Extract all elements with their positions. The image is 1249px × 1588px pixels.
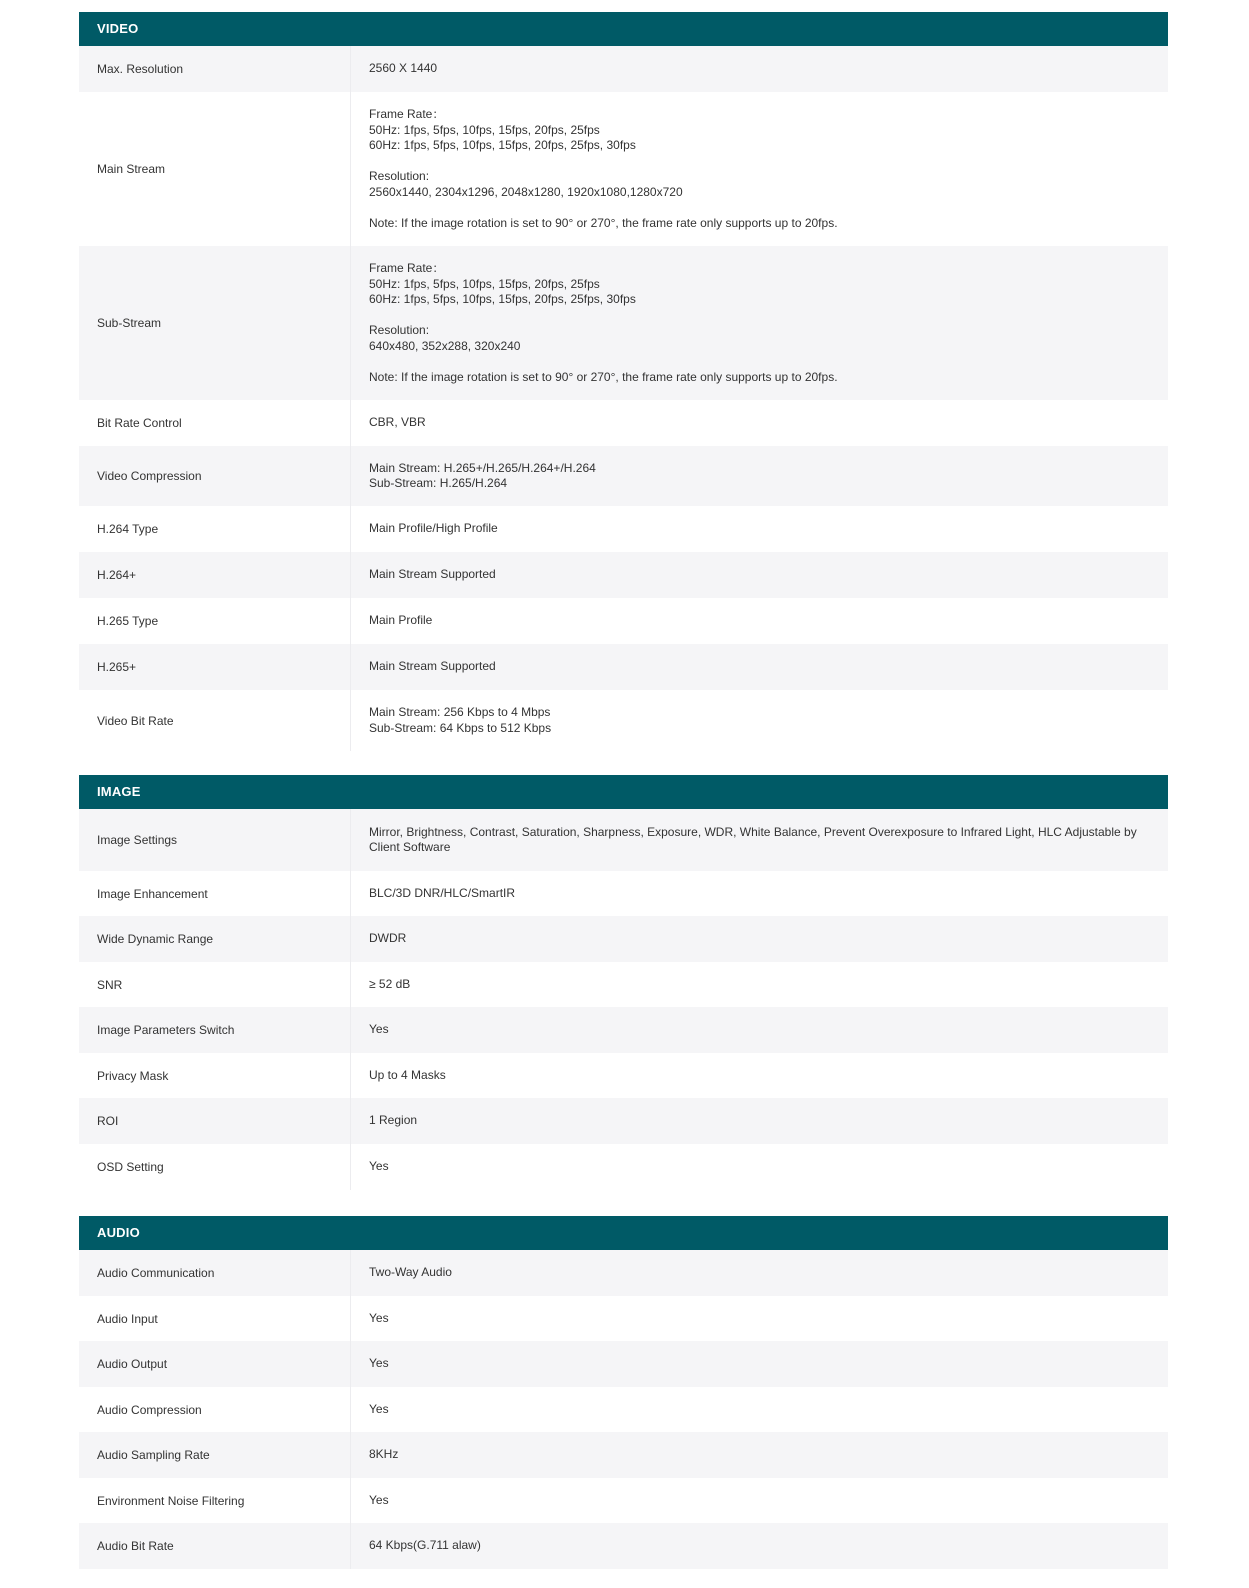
spec-label: Video Bit Rate <box>79 690 351 751</box>
spec-value <box>351 809 1168 871</box>
spec-row <box>79 246 1168 400</box>
spec-row <box>79 1432 1168 1478</box>
spec-label: SNR <box>79 962 351 1007</box>
spec-value <box>351 1144 1168 1190</box>
image-spec-table <box>79 809 1168 1190</box>
spec-value-line: CBR, VBR <box>369 415 426 430</box>
spec-value-line: 2560 X 1440 <box>369 61 438 76</box>
spec-value-line: Main Stream Supported <box>369 567 496 582</box>
spec-row <box>79 962 1168 1007</box>
spec-row <box>79 871 1168 916</box>
spec-label: Image Parameters Switch <box>79 1007 351 1053</box>
spec-value-line: Resolution: <box>369 323 430 337</box>
spec-value-line: Two-Way Audio <box>369 1265 452 1280</box>
spec-label: Video Compression <box>79 446 351 506</box>
spec-value-line: 50Hz: 1fps, 5fps, 10fps, 15fps, 20fps, 25fps <box>369 276 600 291</box>
spec-value-line: Frame Rate： <box>369 261 445 275</box>
spec-value-line: Note: If the image rotation is set to 90° or 270°, the frame rate only supports up to 20fps. <box>369 215 838 230</box>
spec-label: Main Stream <box>79 92 351 246</box>
spec-value <box>351 962 1168 1007</box>
spec-value-line: 60Hz: 1fps, 5fps, 10fps, 15fps, 20fps, 25fps, 30fps <box>369 292 636 306</box>
spec-row <box>79 552 1168 598</box>
spec-label: H.265+ <box>79 644 351 690</box>
spec-value <box>351 871 1168 916</box>
spec-value <box>351 1053 1168 1098</box>
spec-row <box>79 1250 1168 1296</box>
spec-label: Image Enhancement <box>79 871 351 916</box>
spec-value-line: 60Hz: 1fps, 5fps, 10fps, 15fps, 20fps, 25fps, 30fps <box>369 138 636 152</box>
spec-value-line: Main Profile/High Profile <box>369 521 498 536</box>
spec-value <box>351 400 1168 446</box>
spec-value-line: 50Hz: 1fps, 5fps, 10fps, 15fps, 20fps, 25fps <box>369 122 600 137</box>
spec-label: Audio Output <box>79 1341 351 1387</box>
image-section-header: IMAGE <box>79 775 1168 809</box>
image-section <box>79 775 1168 1190</box>
spec-value <box>351 644 1168 690</box>
spec-value <box>351 1387 1168 1432</box>
spec-label: Audio Communication <box>79 1250 351 1296</box>
spec-value-line: Yes <box>369 1022 389 1037</box>
spec-value <box>351 506 1168 552</box>
spec-value-line: Main Stream: 256 Kbps to 4 Mbps <box>369 705 551 719</box>
video-section <box>79 12 1168 751</box>
spec-value-line: Sub-Stream: 64 Kbps to 512 Kbps <box>369 720 552 735</box>
spec-value <box>351 1250 1168 1296</box>
spec-value <box>351 916 1168 962</box>
spec-row <box>79 46 1168 92</box>
spec-row <box>79 1053 1168 1098</box>
spec-value-line: Main Stream: H.265+/H.265/H.264+/H.264 <box>369 460 596 475</box>
audio-section <box>79 1216 1168 1569</box>
spec-value-line: ≥ 52 dB <box>369 976 411 991</box>
spec-value-line: 8KHz <box>369 1447 399 1462</box>
audio-spec-table <box>79 1250 1168 1569</box>
spec-value-line: Frame Rate： <box>369 107 445 121</box>
spec-label: Image Settings <box>79 809 351 871</box>
spec-value-line: Yes <box>369 1492 389 1507</box>
spec-row <box>79 1144 1168 1190</box>
spec-row <box>79 916 1168 962</box>
spec-value <box>351 46 1168 92</box>
spec-value-line: Up to 4 Masks <box>369 1067 446 1082</box>
spec-value <box>351 690 1168 751</box>
spec-value-line: BLC/3D DNR/HLC/SmartIR <box>369 885 516 900</box>
spec-label: Wide Dynamic Range <box>79 916 351 962</box>
spec-value <box>351 1341 1168 1387</box>
spec-label: Audio Bit Rate <box>79 1523 351 1569</box>
spec-value <box>351 598 1168 644</box>
spec-value <box>351 1007 1168 1053</box>
spec-label: Audio Compression <box>79 1387 351 1432</box>
spec-value <box>351 1478 1168 1523</box>
spec-value <box>351 92 1168 246</box>
spec-row <box>79 506 1168 552</box>
spec-value <box>351 1296 1168 1341</box>
spec-value <box>351 1523 1168 1569</box>
spec-label: Environment Noise Filtering <box>79 1478 351 1523</box>
spec-value-line: Yes <box>369 1159 389 1174</box>
spec-label: H.264 Type <box>79 506 351 552</box>
spec-label: Bit Rate Control <box>79 400 351 446</box>
video-spec-table <box>79 46 1168 751</box>
video-section-header: VIDEO <box>79 12 1168 46</box>
spec-row <box>79 1098 1168 1144</box>
spec-value-line: 640x480, 352x288, 320x240 <box>369 338 521 353</box>
spec-value-line: 1 Region <box>369 1113 418 1128</box>
spec-value-line: Main Stream Supported <box>369 659 496 674</box>
spec-label: H.264+ <box>79 552 351 598</box>
spec-value-line: 64 Kbps(G.711 alaw) <box>369 1538 481 1553</box>
spec-label: Audio Sampling Rate <box>79 1432 351 1478</box>
spec-value-line: Note: If the image rotation is set to 90° or 270°, the frame rate only supports up to 20fps. <box>369 369 838 384</box>
spec-label: Audio Input <box>79 1296 351 1341</box>
spec-row <box>79 1387 1168 1432</box>
spec-row <box>79 1341 1168 1387</box>
spec-value-line: Yes <box>369 1310 389 1325</box>
spec-value-line: Main Profile <box>369 613 433 628</box>
spec-row <box>79 1296 1168 1341</box>
spec-value <box>351 446 1168 506</box>
spec-row <box>79 1523 1168 1569</box>
spec-label: ROI <box>79 1098 351 1144</box>
spec-row <box>79 809 1168 871</box>
spec-value-line: Sub-Stream: H.265/H.264 <box>369 476 508 490</box>
spec-value-line: Mirror, Brightness, Contrast, Saturation, Sharpness, Exposure, WDR, White Balance, Prevent Overexposure to Infrared Light, HLC Adjustable by Client Software <box>369 824 1137 854</box>
spec-row <box>79 400 1168 446</box>
spec-label: OSD Setting <box>79 1144 351 1190</box>
spec-label: H.265 Type <box>79 598 351 644</box>
spec-row <box>79 644 1168 690</box>
spec-value-line: Resolution: <box>369 169 430 183</box>
spec-row <box>79 1478 1168 1523</box>
spec-value-line: Yes <box>369 1401 389 1416</box>
spec-row <box>79 1007 1168 1053</box>
spec-row <box>79 92 1168 246</box>
spec-value <box>351 1432 1168 1478</box>
spec-row <box>79 446 1168 506</box>
spec-label: Max. Resolution <box>79 46 351 92</box>
spec-value <box>351 246 1168 400</box>
audio-section-header: AUDIO <box>79 1216 1168 1250</box>
spec-label: Sub-Stream <box>79 246 351 400</box>
spec-value-line: 2560x1440, 2304x1296, 2048x1280, 1920x1080,1280x720 <box>369 184 683 199</box>
spec-value-line: Yes <box>369 1356 389 1371</box>
spec-label: Privacy Mask <box>79 1053 351 1098</box>
spec-row <box>79 598 1168 644</box>
spec-value <box>351 1098 1168 1144</box>
spec-value <box>351 552 1168 598</box>
spec-value-line: DWDR <box>369 931 407 946</box>
spec-row <box>79 690 1168 751</box>
